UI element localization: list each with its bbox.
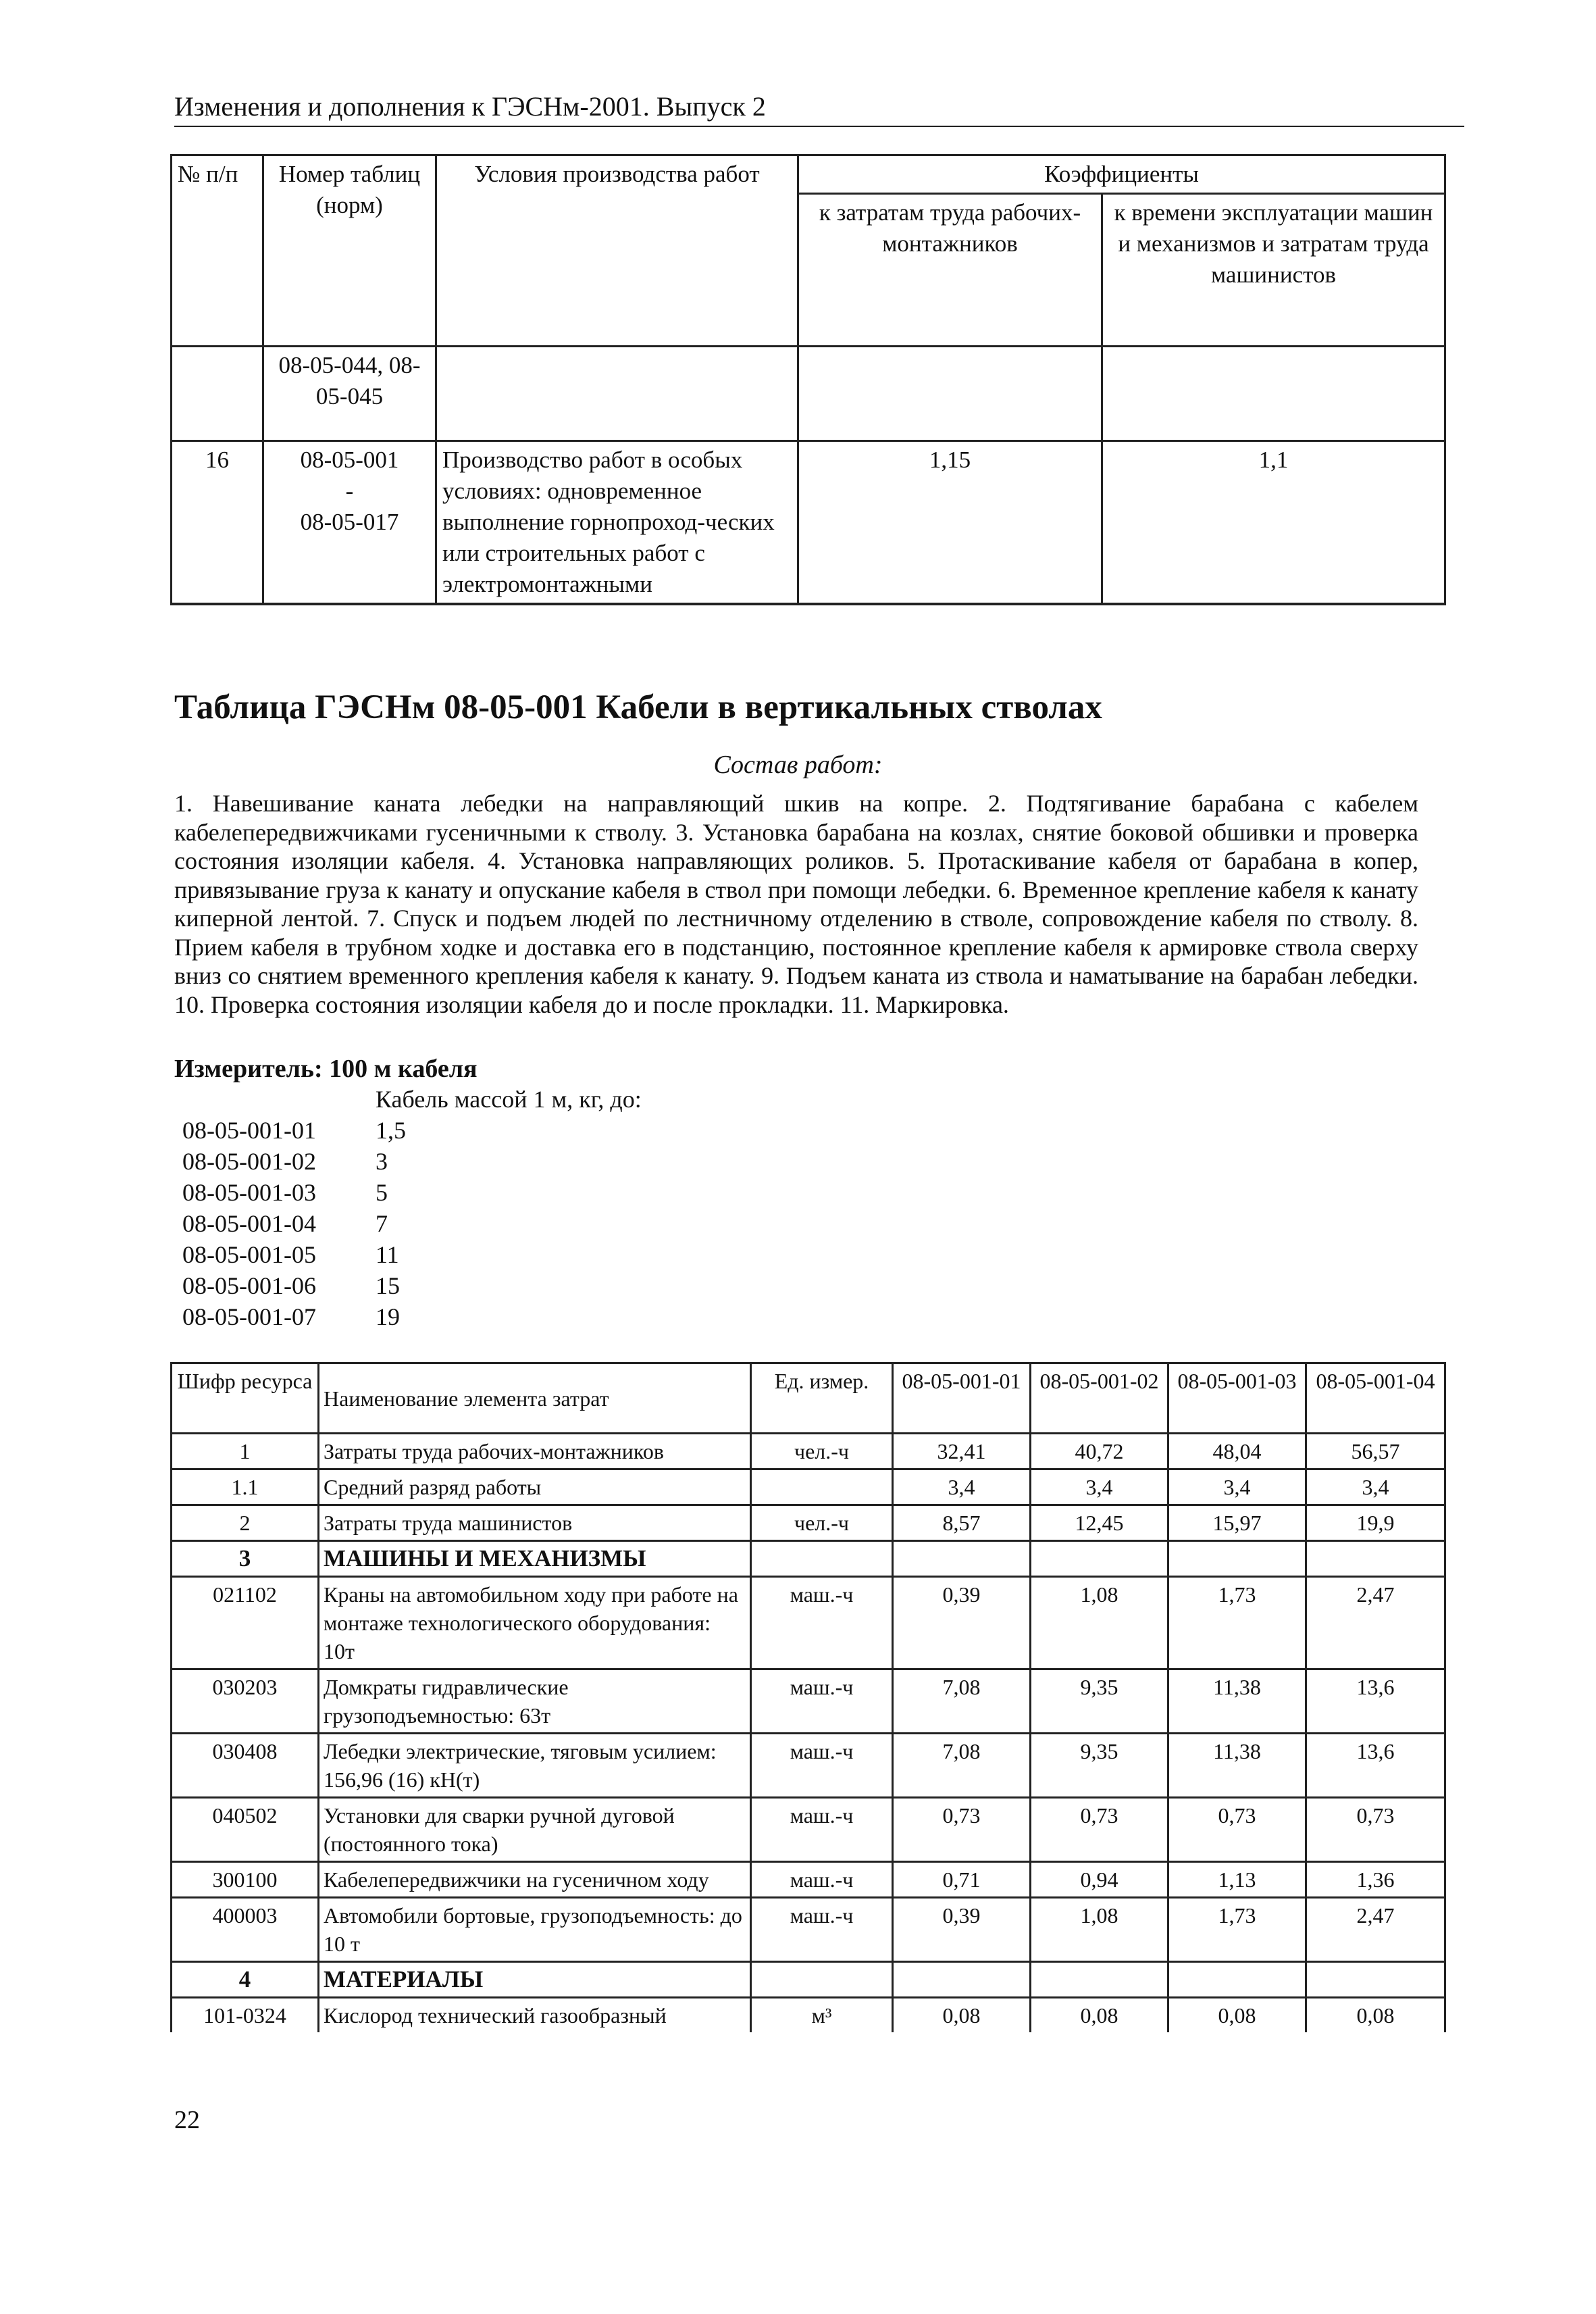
cell-name: Домкраты гидравлические грузоподъемностью: 63т — [319, 1669, 751, 1734]
cell-name: Затраты труда рабочих-монтажников — [319, 1434, 751, 1469]
cell-code: 021102 — [172, 1577, 319, 1669]
cell-value: 40,72 — [1031, 1434, 1168, 1469]
section-row — [172, 1962, 1445, 1998]
cell-value: 15,97 — [1168, 1505, 1306, 1541]
cell-value: 12,45 — [1031, 1505, 1168, 1541]
table-row — [172, 1577, 1445, 1669]
cell-value: 2,47 — [1306, 1577, 1445, 1669]
cell-coeff-labor: 1,15 — [798, 441, 1102, 605]
cell-value: 0,94 — [1031, 1862, 1168, 1898]
cell-value: 19,9 — [1306, 1505, 1445, 1541]
cell-unit: чел.-ч — [751, 1434, 893, 1469]
cell-value: 0,08 — [893, 1998, 1031, 2033]
running-header: Изменения и дополнения к ГЭСНм-2001. Выпуск 2 — [174, 91, 766, 122]
variant-code: 08-05-001-05 — [182, 1241, 316, 1268]
cell-empty — [798, 347, 1102, 441]
cell-empty — [172, 347, 263, 441]
table-row — [172, 1469, 1445, 1505]
col-header-variant: 08-05-001-03 — [1168, 1363, 1306, 1434]
col-header-variant: 08-05-001-02 — [1031, 1363, 1168, 1434]
cell-value: 0,73 — [1168, 1798, 1306, 1862]
section-row — [172, 1541, 1445, 1577]
cell-name: Автомобили бортовые, грузоподъемность: до 10 т — [319, 1898, 751, 1962]
cell-value: 0,08 — [1306, 1998, 1445, 2033]
table-row — [172, 1434, 1445, 1469]
cell-value: 8,57 — [893, 1505, 1031, 1541]
resource-table — [170, 1362, 1446, 2032]
table-range-dash: - — [345, 478, 354, 504]
table-row — [172, 1798, 1445, 1862]
header-rule — [174, 126, 1464, 127]
cell-value: 3,4 — [893, 1469, 1031, 1505]
cell-value: 1,73 — [1168, 1898, 1306, 1962]
cell-value: 0,08 — [1031, 1998, 1168, 2033]
table-row — [172, 1734, 1445, 1798]
variant-code: 08-05-001-07 — [182, 1303, 316, 1330]
cell-code: 400003 — [172, 1898, 319, 1962]
table-row — [172, 1505, 1445, 1541]
cell-value: 0,08 — [1168, 1998, 1306, 2033]
cell-code: 030203 — [172, 1669, 319, 1734]
variant-code: 08-05-001-06 — [182, 1272, 316, 1299]
work-composition-text: 1. Навешивание каната лебедки на направляющий шкив на копре. 2. Подтягивание барабана с кабелем кабелепередвижчиками гусеничными к стволу. 3. Установка барабана на козлах, снятие боковой обшивки и проверка состояния изоляции кабеля. 4. Установка направляющих роликов. 5. Протаскивание кабеля от барабана в копер, привязывание груза к канату и опускание кабеля в ствол при помощи лебедки. 6. Временное крепление кабеля к канату киперной лентой. 7. Спуск и подъем людей по лестничному отделению в стволе, сопровождение кабеля по стволу. 8. Прием кабеля в трубном ходке и доставка его в подстанцию, постоянное крепление кабеля к армировке ствола сверху вниз со снятием временного крепления кабеля к канату. 9. Подъем каната из ствола и наматывание на барабан лебедки. 10. Проверка состояния изоляции кабеля до и после прокладки. 11. Маркировка. — [174, 790, 1418, 1018]
cell-empty — [436, 347, 798, 441]
variant-code: 08-05-001-02 — [182, 1148, 316, 1175]
section-heading: МАШИНЫ И МЕХАНИЗМЫ — [319, 1541, 751, 1577]
cell-value: 2,47 — [1306, 1898, 1445, 1962]
cell-code: 1.1 — [172, 1469, 319, 1505]
variants-heading: Кабель массой 1 м, кг, до: — [376, 1086, 642, 1113]
page-number: 22 — [174, 2106, 200, 2134]
measure-unit: Измеритель: 100 м кабеля — [174, 1055, 478, 1083]
variant-code: 08-05-001-04 — [182, 1210, 316, 1237]
cell-value: 0,73 — [1031, 1798, 1168, 1862]
cell-value: 1,08 — [1031, 1898, 1168, 1962]
cell-unit: чел.-ч — [751, 1505, 893, 1541]
cell-code: 3 — [172, 1541, 319, 1577]
cell-coeff-machines: 1,1 — [1102, 441, 1445, 605]
cell-value: 32,41 — [893, 1434, 1031, 1469]
cell-name: Средний разряд работы — [319, 1469, 751, 1505]
cell-code: 1 — [172, 1434, 319, 1469]
variant-value: 15 — [376, 1272, 400, 1299]
variant-value: 19 — [376, 1303, 400, 1330]
col-header-machines: к времени эксплуатации машин и механизмов и затратам труда машинистов — [1102, 194, 1445, 347]
cell-value: 48,04 — [1168, 1434, 1306, 1469]
table-title: Таблица ГЭСНм 08-05-001 Кабели в вертикальных стволах — [174, 688, 1102, 726]
coefficients-table — [170, 154, 1446, 605]
cell-name: Кислород технический газообразный — [319, 1998, 751, 2033]
col-header-table-number: Номер таблиц (норм) — [263, 155, 436, 347]
variant-value: 11 — [376, 1241, 399, 1268]
table-row — [172, 1862, 1445, 1898]
cell-value: 9,35 — [1031, 1734, 1168, 1798]
cell-value: 1,36 — [1306, 1862, 1445, 1898]
cell-value: 3,4 — [1031, 1469, 1168, 1505]
col-header-name: Наименование элемента затрат — [319, 1363, 751, 1434]
cell-code: 4 — [172, 1962, 319, 1998]
cell-value: 13,6 — [1306, 1669, 1445, 1734]
cell-value: 56,57 — [1306, 1434, 1445, 1469]
cell-table-range — [263, 441, 436, 605]
cell-value: 3,4 — [1306, 1469, 1445, 1505]
col-header-labor: к затратам труда рабочих-монтажников — [798, 194, 1102, 347]
col-header-no: № п/п — [172, 155, 263, 347]
variant-value: 7 — [376, 1210, 388, 1237]
col-header-coefficients: Коэффициенты — [798, 155, 1445, 194]
cell-code: 030408 — [172, 1734, 319, 1798]
cell-unit: м³ — [751, 1998, 893, 2033]
cell-value: 3,4 — [1168, 1469, 1306, 1505]
cell-code: 101-0324 — [172, 1998, 319, 2033]
cell-unit: маш.-ч — [751, 1862, 893, 1898]
cell-unit: маш.-ч — [751, 1898, 893, 1962]
cell-code: 2 — [172, 1505, 319, 1541]
cell-name: Кабелепередвижчики на гусеничном ходу — [319, 1862, 751, 1898]
cell-unit: маш.-ч — [751, 1798, 893, 1862]
cell-unit — [751, 1469, 893, 1505]
cell-unit: маш.-ч — [751, 1734, 893, 1798]
cell-value: 0,39 — [893, 1898, 1031, 1962]
cell-value: 1,73 — [1168, 1577, 1306, 1669]
cell-value: 0,39 — [893, 1577, 1031, 1669]
cell-code: 040502 — [172, 1798, 319, 1862]
variant-code: 08-05-001-01 — [182, 1117, 316, 1144]
table-range-from: 08-05-001 — [300, 447, 399, 473]
col-header-unit: Ед. измер. — [751, 1363, 893, 1434]
cell-value: 1,08 — [1031, 1577, 1168, 1669]
variant-value: 5 — [376, 1179, 388, 1206]
col-header-code: Шифр ресурса — [172, 1363, 319, 1434]
variant-code: 08-05-001-03 — [182, 1179, 316, 1206]
cell-empty — [1102, 347, 1445, 441]
cell-value: 0,73 — [893, 1798, 1031, 1862]
table-row — [172, 1669, 1445, 1734]
cell-name: Краны на автомобильном ходу при работе на монтаже технологического оборудования: 10т — [319, 1577, 751, 1669]
cell-table-numbers: 08-05-044, 08-05-045 — [263, 347, 436, 441]
cell-unit: маш.-ч — [751, 1669, 893, 1734]
section-heading: МАТЕРИАЛЫ — [319, 1962, 751, 1998]
cell-value: 1,13 — [1168, 1862, 1306, 1898]
cell-value: 7,08 — [893, 1669, 1031, 1734]
table-row — [172, 1998, 1445, 2033]
cell-value: 7,08 — [893, 1734, 1031, 1798]
cell-value: 13,6 — [1306, 1734, 1445, 1798]
cell-code: 300100 — [172, 1862, 319, 1898]
cell-unit: маш.-ч — [751, 1577, 893, 1669]
variant-value: 1,5 — [376, 1117, 406, 1144]
composition-heading: Состав работ: — [713, 751, 883, 779]
cell-row-number: 16 — [172, 441, 263, 605]
col-header-variant: 08-05-001-04 — [1306, 1363, 1445, 1434]
cell-conditions: Производство работ в особых условиях: одновременное выполнение горнопроход-ческих или строительных работ с электромонтажными — [436, 441, 798, 605]
cell-name: Установки для сварки ручной дуговой (постоянного тока) — [319, 1798, 751, 1862]
table-range-to: 08-05-017 — [300, 509, 399, 535]
cell-value: 11,38 — [1168, 1669, 1306, 1734]
variant-value: 3 — [376, 1148, 388, 1175]
cell-name: Лебедки электрические, тяговым усилием: 156,96 (16) кН(т) — [319, 1734, 751, 1798]
cell-value: 11,38 — [1168, 1734, 1306, 1798]
table-row — [172, 1898, 1445, 1962]
cell-value: 0,73 — [1306, 1798, 1445, 1862]
cell-value: 0,71 — [893, 1862, 1031, 1898]
cell-value: 9,35 — [1031, 1669, 1168, 1734]
col-header-conditions: Условия производства работ — [436, 155, 798, 347]
col-header-variant: 08-05-001-01 — [893, 1363, 1031, 1434]
cell-name: Затраты труда машинистов — [319, 1505, 751, 1541]
